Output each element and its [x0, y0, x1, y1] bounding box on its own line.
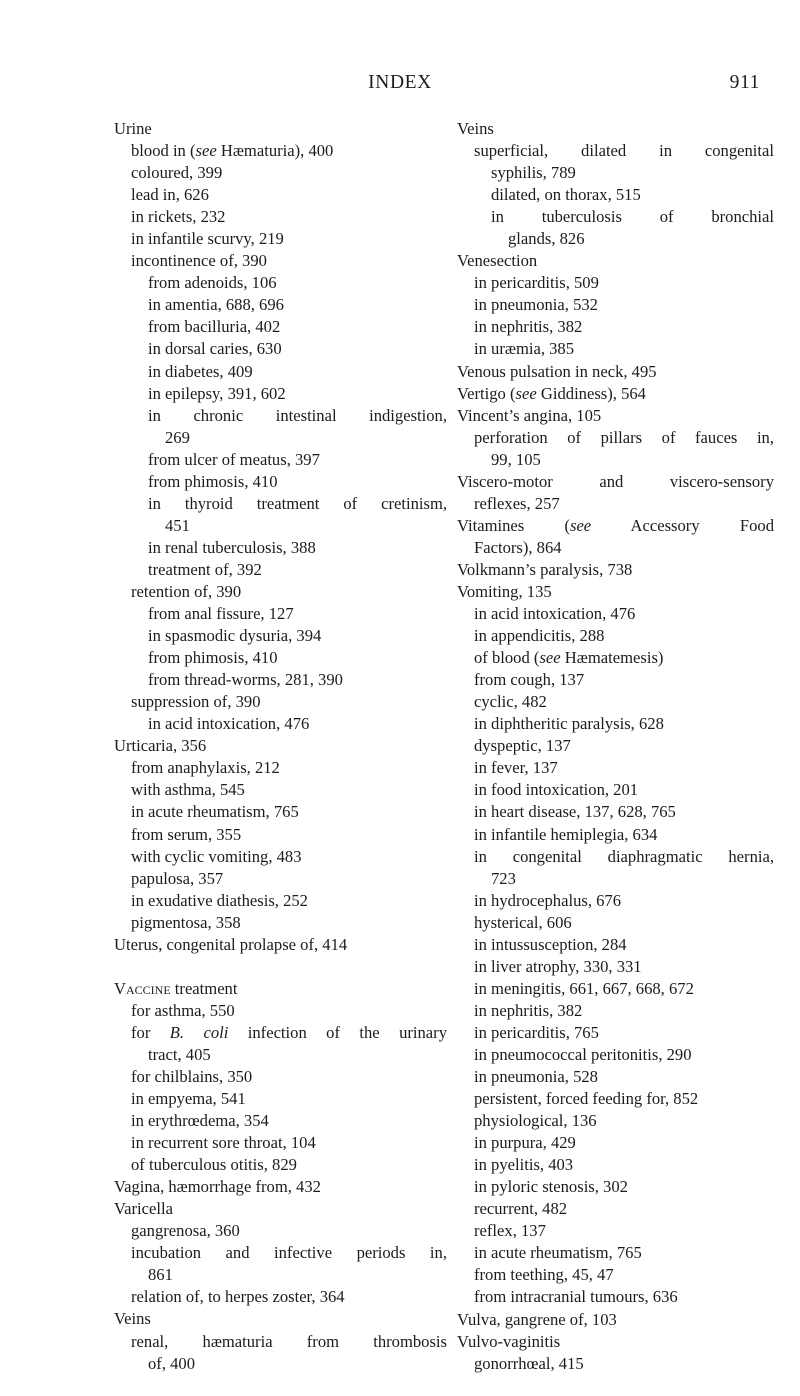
entry-text: 861 [148, 1265, 173, 1285]
index-subentry [114, 625, 447, 647]
index-subentry [114, 1110, 447, 1132]
index-subentry [114, 471, 447, 493]
index-subentry [114, 779, 447, 801]
entry-text: Vincent’s angina, 105 [457, 405, 602, 425]
entry-text: Factors), 864 [474, 537, 562, 557]
index-subentry [457, 1132, 774, 1154]
index-subentry [114, 801, 447, 823]
entry-text: Hæmatemesis) [560, 648, 664, 668]
entry-text: blood in ( [131, 141, 196, 161]
entry-text: hysterical, 606 [474, 912, 572, 932]
index-subentry [457, 1000, 774, 1022]
index-subentry [457, 162, 774, 184]
entry-text: renal, hæmaturia from thrombosis [131, 1331, 447, 1351]
index-subentry [457, 647, 774, 669]
entry-text: from anaphylaxis, 212 [131, 758, 280, 778]
index-subentry [457, 824, 774, 846]
entry-text: Vagina, hæmorrhage from, 432 [114, 1177, 321, 1197]
entry-text: in tuberculosis of bronchial [491, 207, 774, 227]
entry-text: in pneumococcal peritonitis, 290 [474, 1044, 692, 1064]
entry-text: dyspeptic, 137 [474, 736, 571, 756]
index-subentry [457, 140, 774, 162]
index-heading [457, 515, 774, 537]
small-caps-heading: Vaccine [114, 978, 171, 998]
index-subentry [457, 1220, 774, 1242]
entry-text: of tuberculous otitis, 829 [131, 1155, 297, 1175]
italic-text: B. coli [169, 1022, 229, 1042]
index-heading [457, 1331, 774, 1353]
index-subentry [114, 868, 447, 890]
page-number: 911 [729, 72, 760, 93]
index-subentry [457, 669, 774, 691]
index-subentry [457, 272, 774, 294]
index-heading [457, 1309, 774, 1331]
index-subentry [114, 316, 447, 338]
entry-text: in pneumonia, 528 [474, 1067, 598, 1087]
italic-text: see [539, 648, 561, 668]
index-heading [457, 559, 774, 581]
index-subentry [457, 427, 774, 449]
index-heading [114, 934, 447, 956]
index-heading [114, 735, 447, 757]
entry-text: in nephritis, 382 [474, 317, 583, 337]
index-subentry [457, 1088, 774, 1110]
entry-text: Vomiting, 135 [457, 581, 552, 601]
section-gap [114, 956, 447, 978]
entry-text: reflexes, 257 [474, 493, 560, 513]
italic-text: see [515, 383, 537, 403]
entry-text: Vulva, gangrene of, 103 [457, 1309, 617, 1329]
entry-text: reflex, 137 [474, 1221, 546, 1241]
entry-text: in heart disease, 137, 628, 765 [474, 802, 676, 822]
index-subentry [114, 669, 447, 691]
entry-text: superficial, dilated in congenital [474, 141, 774, 161]
index-subentry [457, 206, 774, 228]
entry-text: Vulvo-vaginitis [457, 1331, 561, 1351]
index-heading [114, 1308, 447, 1330]
entry-text: in diabetes, 409 [148, 361, 253, 381]
entry-text: in acute rheumatism, 765 [474, 1243, 642, 1263]
index-subentry [114, 647, 447, 669]
entry-text: in purpura, 429 [474, 1133, 576, 1153]
entry-text: in thyroid treatment of cretinism, [148, 493, 447, 513]
index-subentry [114, 272, 447, 294]
index-subentry [457, 1176, 774, 1198]
entry-text: Giddiness), 564 [536, 383, 646, 403]
entry-text: in renal tuberculosis, 388 [148, 537, 316, 557]
entry-text: dilated, on thorax, 515 [491, 185, 641, 205]
entry-text: treatment [170, 978, 238, 998]
index-subentry [457, 1264, 774, 1286]
entry-text: recurrent, 482 [474, 1199, 568, 1219]
index-subentry [457, 1242, 774, 1264]
entry-text: from ulcer of meatus, 397 [148, 449, 320, 469]
index-subentry [457, 1022, 774, 1044]
entry-text: from phimosis, 410 [148, 471, 278, 491]
entry-text: in nephritis, 382 [474, 1000, 583, 1020]
left-index-column [114, 118, 447, 1375]
index-subentry [114, 294, 447, 316]
index-subentry [114, 1353, 447, 1375]
entry-text: Hæmaturia), 400 [216, 141, 334, 161]
index-subentry [114, 559, 447, 581]
index-subentry [114, 338, 447, 360]
index-subentry [457, 868, 774, 890]
right-index-column [457, 118, 774, 1375]
entry-text: from cough, 137 [474, 670, 585, 690]
index-subentry [114, 1331, 447, 1353]
index-subentry [114, 1132, 447, 1154]
index-subentry [114, 581, 447, 603]
index-subentry [457, 449, 774, 471]
running-header [0, 72, 800, 102]
index-heading [457, 361, 774, 383]
index-heading [114, 978, 447, 1000]
entry-text: Vitamines ( [457, 515, 570, 535]
index-subentry [114, 162, 447, 184]
index-subentry [114, 1286, 447, 1308]
index-subentry [114, 515, 447, 537]
index-subentry [457, 1044, 774, 1066]
page-title: INDEX [368, 72, 432, 93]
entry-text: in empyema, 541 [131, 1089, 246, 1109]
entry-text: pigmentosa, 358 [131, 912, 241, 932]
index-subentry [457, 912, 774, 934]
index-heading [457, 250, 774, 272]
entry-text: for [131, 1022, 170, 1042]
entry-text: from intracranial tumours, 636 [474, 1287, 678, 1307]
entry-text: cyclic, 482 [474, 692, 547, 712]
index-heading [114, 1198, 447, 1220]
entry-text: syphilis, 789 [491, 163, 576, 183]
entry-text: from thread-worms, 281, 390 [148, 670, 343, 690]
index-subentry [114, 1088, 447, 1110]
entry-text: from adenoids, 106 [148, 273, 277, 293]
index-subentry [114, 912, 447, 934]
entry-text: in chronic intestinal indigestion, [148, 405, 447, 425]
entry-text: in intussusception, 284 [474, 934, 627, 954]
entry-text: from phimosis, 410 [148, 648, 278, 668]
entry-text: in exudative diathesis, 252 [131, 890, 308, 910]
index-subentry [457, 735, 774, 757]
entry-text: lead in, 626 [131, 185, 209, 205]
entry-text: Urine [114, 119, 152, 138]
entry-text: in acute rheumatism, 765 [131, 802, 299, 822]
entry-text: in meningitis, 661, 667, 668, 672 [474, 978, 694, 998]
entry-text: in pneumonia, 532 [474, 295, 598, 315]
index-subentry [457, 713, 774, 735]
entry-text: in dorsal caries, 630 [148, 339, 282, 359]
index-subentry [114, 184, 447, 206]
index-subentry [457, 801, 774, 823]
entry-text: gonorrhœal, 415 [474, 1353, 584, 1373]
entry-text: in diphtheritic paralysis, 628 [474, 714, 664, 734]
index-subentry [114, 1242, 447, 1264]
entry-text: Urticaria, 356 [114, 736, 207, 756]
entry-text: in infantile hemiplegia, 634 [474, 824, 658, 844]
entry-text: in amentia, 688, 696 [148, 295, 284, 315]
entry-text: for asthma, 550 [131, 1000, 235, 1020]
entry-text: in acid intoxication, 476 [474, 604, 636, 624]
italic-text: see [569, 515, 592, 535]
index-subentry [114, 140, 447, 162]
entry-text: in uræmia, 385 [474, 339, 575, 359]
entry-text: in acid intoxication, 476 [148, 714, 310, 734]
entry-text: 451 [165, 515, 190, 535]
index-subentry [457, 978, 774, 1000]
index-subentry [114, 206, 447, 228]
entry-text: from teething, 45, 47 [474, 1265, 614, 1285]
index-subentry [457, 1066, 774, 1088]
index-subentry [457, 537, 774, 559]
index-heading [457, 405, 774, 427]
index-subentry [114, 890, 447, 912]
index-subentry [457, 956, 774, 978]
entry-text: from bacilluria, 402 [148, 317, 281, 337]
index-subentry [114, 757, 447, 779]
index-subentry [457, 779, 774, 801]
index-heading [114, 118, 447, 140]
index-subentry [457, 316, 774, 338]
index-subentry [457, 294, 774, 316]
index-subentry [457, 338, 774, 360]
index-subentry [457, 846, 774, 868]
index-subentry [114, 846, 447, 868]
index-subentry [114, 1066, 447, 1088]
index-heading [114, 1176, 447, 1198]
entry-text: with asthma, 545 [131, 780, 245, 800]
index-subentry [457, 1198, 774, 1220]
entry-text: 269 [165, 427, 190, 447]
entry-text: relation of, to herpes zoster, 364 [131, 1287, 345, 1307]
entry-text: of, 400 [148, 1353, 196, 1373]
index-heading [457, 581, 774, 603]
entry-text: in pyloric stenosis, 302 [474, 1177, 628, 1197]
index-subentry [457, 603, 774, 625]
entry-text: in appendicitis, 288 [474, 626, 605, 646]
index-subentry [114, 1044, 447, 1066]
index-heading [457, 118, 774, 140]
index-subentry [457, 934, 774, 956]
index-subentry [114, 1000, 447, 1022]
entry-text: retention of, 390 [131, 581, 242, 601]
entry-text: in congenital diaphragmatic hernia, [474, 846, 774, 866]
entry-text: Vertigo ( [457, 383, 516, 403]
entry-text: incubation and infective periods in, [131, 1243, 447, 1263]
entry-text: in infantile scurvy, 219 [131, 229, 284, 249]
entry-text: Accessory Food [591, 515, 774, 535]
index-subentry [114, 1022, 447, 1044]
entry-text: 723 [491, 868, 516, 888]
entry-text: physiological, 136 [474, 1111, 597, 1131]
entry-text: in hydrocephalus, 676 [474, 890, 622, 910]
index-subentry [114, 603, 447, 625]
entry-text: Veins [457, 119, 494, 138]
entry-text: of blood ( [474, 648, 540, 668]
entry-text: Volkmann’s paralysis, 738 [457, 559, 633, 579]
index-subentry [114, 228, 447, 250]
index-subentry [114, 361, 447, 383]
entry-text: in spasmodic dysuria, 394 [148, 626, 322, 646]
index-subentry [114, 1154, 447, 1176]
entry-text: Venesection [457, 251, 538, 271]
entry-text: persistent, forced feeding for, 852 [474, 1089, 699, 1109]
entry-text: coloured, 399 [131, 163, 223, 183]
index-heading [457, 383, 774, 405]
entry-text: for chilblains, 350 [131, 1066, 253, 1086]
index-subentry [457, 625, 774, 647]
entry-text: in food intoxication, 201 [474, 780, 639, 800]
index-subentry [114, 383, 447, 405]
index-subentry [114, 691, 447, 713]
entry-text: from serum, 355 [131, 824, 242, 844]
index-subentry [457, 228, 774, 250]
entry-text: in rickets, 232 [131, 207, 226, 227]
entry-text: in pericarditis, 509 [474, 273, 599, 293]
entry-text: incontinence of, 390 [131, 251, 267, 271]
index-subentry [457, 184, 774, 206]
entry-text: suppression of, 390 [131, 692, 261, 712]
index-subentry [457, 1353, 774, 1375]
entry-text: treatment of, 392 [148, 559, 262, 579]
index-subentry [114, 713, 447, 735]
entry-text: perforation of pillars of fauces in, [474, 427, 774, 447]
entry-text: in recurrent sore throat, 104 [131, 1133, 316, 1153]
index-subentry [457, 1110, 774, 1132]
index-subentry [114, 405, 447, 427]
entry-text: Uterus, congenital prolapse of, 414 [114, 934, 348, 954]
index-subentry [457, 757, 774, 779]
entry-text: gangrenosa, 360 [131, 1221, 240, 1241]
index-subentry [114, 250, 447, 272]
entry-text: in pericarditis, 765 [474, 1022, 599, 1042]
entry-text: infection of the urinary [228, 1022, 447, 1042]
index-subentry [114, 427, 447, 449]
entry-text: in liver atrophy, 330, 331 [474, 956, 642, 976]
entry-text: in fever, 137 [474, 758, 558, 778]
index-subentry [114, 824, 447, 846]
entry-text: from anal fissure, 127 [148, 604, 294, 624]
entry-text: glands, 826 [508, 229, 585, 249]
index-subentry [457, 691, 774, 713]
entry-text: in erythrœdema, 354 [131, 1111, 269, 1131]
entry-text: Varicella [114, 1199, 173, 1219]
entry-text: in epilepsy, 391, 602 [148, 383, 286, 403]
index-subentry [114, 537, 447, 559]
index-heading [457, 471, 774, 493]
index-subentry [457, 1286, 774, 1308]
index-subentry [457, 1154, 774, 1176]
index-subentry [114, 1264, 447, 1286]
index-subentry [114, 1220, 447, 1242]
index-subentry [457, 493, 774, 515]
entry-text: Venous pulsation in neck, 495 [457, 361, 657, 381]
entry-text: with cyclic vomiting, 483 [131, 846, 302, 866]
entry-text: 99, 105 [491, 449, 541, 469]
index-subentry [114, 449, 447, 471]
entry-text: tract, 405 [148, 1044, 211, 1064]
index-subentry [114, 493, 447, 515]
entry-text: Viscero-motor and viscero-sensory [457, 471, 774, 491]
entry-text: papulosa, 357 [131, 868, 224, 888]
index-subentry [457, 890, 774, 912]
entry-text: Veins [114, 1309, 151, 1329]
italic-text: see [195, 141, 217, 161]
entry-text: in pyelitis, 403 [474, 1155, 574, 1175]
